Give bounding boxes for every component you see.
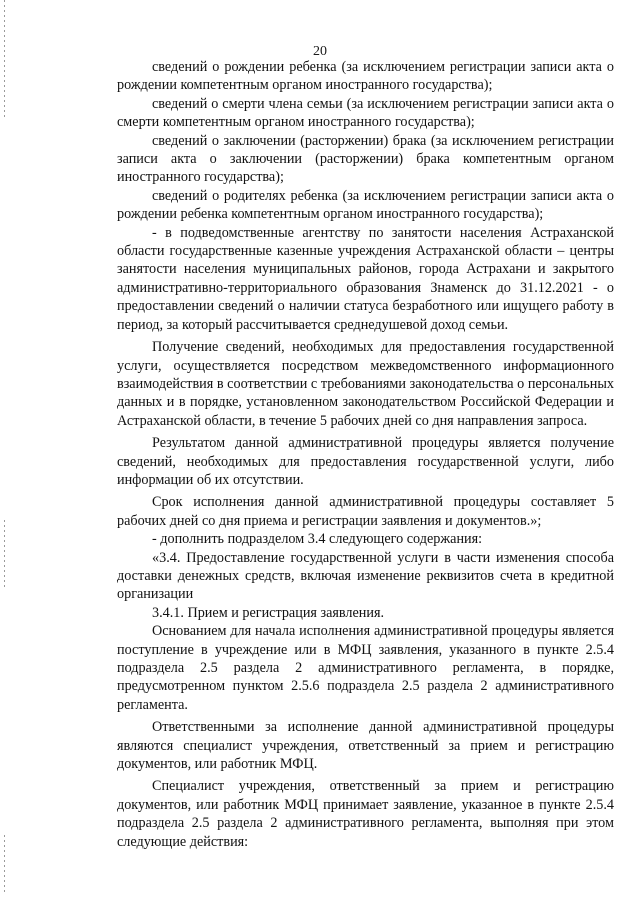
scan-margin-mark-top [4,0,5,120]
document-body [117,58,614,851]
paragraph: Ответственными за исполнение данной административной процедуры являются специалист учреждения, ответственный за прием и регистрацию документов, или работник МФЦ. [117,719,614,773]
paragraph: Срок исполнения данной административной процедуры составляет 5 рабочих дней со дня приема и регистрации заявления и документов.»; [117,494,614,529]
paragraph: сведений о смерти члена семьи (за исключением регистрации записи акта о смерти компетентным органом иностранного государства); [117,95,614,131]
paragraph: сведений о родителях ребенка (за исключением регистрации записи акта о рождении ребенка компетентным органом иностранного государства); [117,187,614,223]
paragraph: Результатом данной административной процедуры является получение сведений, необходимых для предоставления государственной услуги, либо информации об их отсутствии. [117,435,614,488]
paragraph: - дополнить подразделом 3.4 следующего содержания: [152,531,483,548]
section-heading: «3.4. Предоставление государственной услуги в части изменения способа доставки денежных средств, включая изменение реквизитов счета в кредитной организации [117,549,614,603]
paragraph: Получение сведений, необходимых для предоставления государственной услуги, осуществляется посредством межведомственного информационного взаимодействия в соответствии с требованиями законодательства о персональных данных и в порядке, установленном законодательством Российской Федерации и Астраханской области, в течение 5 рабочих дней со дня направления запроса. [117,339,614,429]
paragraph: Специалист учреждения, ответственный за прием и регистрацию документов, или работник МФЦ принимает заявление, указанное в пункте 2.5.4 подраздела 2.5 раздела 2 административного регламента, выполняя при этом следующие действия: [117,778,614,850]
paragraph: Основанием для начала исполнения административной процедуры является поступление в учреждение или в МФЦ заявления, указанного в пункте 2.5.4 подраздела 2.5 раздела 2 административного регламента, в порядке, предусмотренном пунктом 2.5.6 подраздела 2.5 раздела 2 административного регламента. [117,623,614,713]
paragraph: сведений о рождении ребенка (за исключением регистрации записи акта о рождении компетентным органом иностранного государства); [117,59,614,94]
subsection-heading: 3.4.1. Прием и регистрация заявления. [152,604,385,621]
paragraph: сведений о заключении (расторжении) брака (за исключением регистрации записи акта о заключении (расторжении) брака компетентным органом иностранного государства); [117,132,614,186]
scan-margin-mark-middle [4,520,5,590]
scan-margin-mark-bottom [4,835,5,895]
page-number: 20 [313,44,327,59]
paragraph: - в подведомственные агентству по занятости населения Астраханской области государственные казенные учреждения Астраханской области – центры занятости населения муниципальных районов, города Астрахани и закрытого административно-территориального образования Знаменск до 31.12.2021 - о предоставлении сведений о наличии статуса безработного или ищущего работу в период, за который рассчитывается среднедушевой доход семьи. [117,224,614,333]
